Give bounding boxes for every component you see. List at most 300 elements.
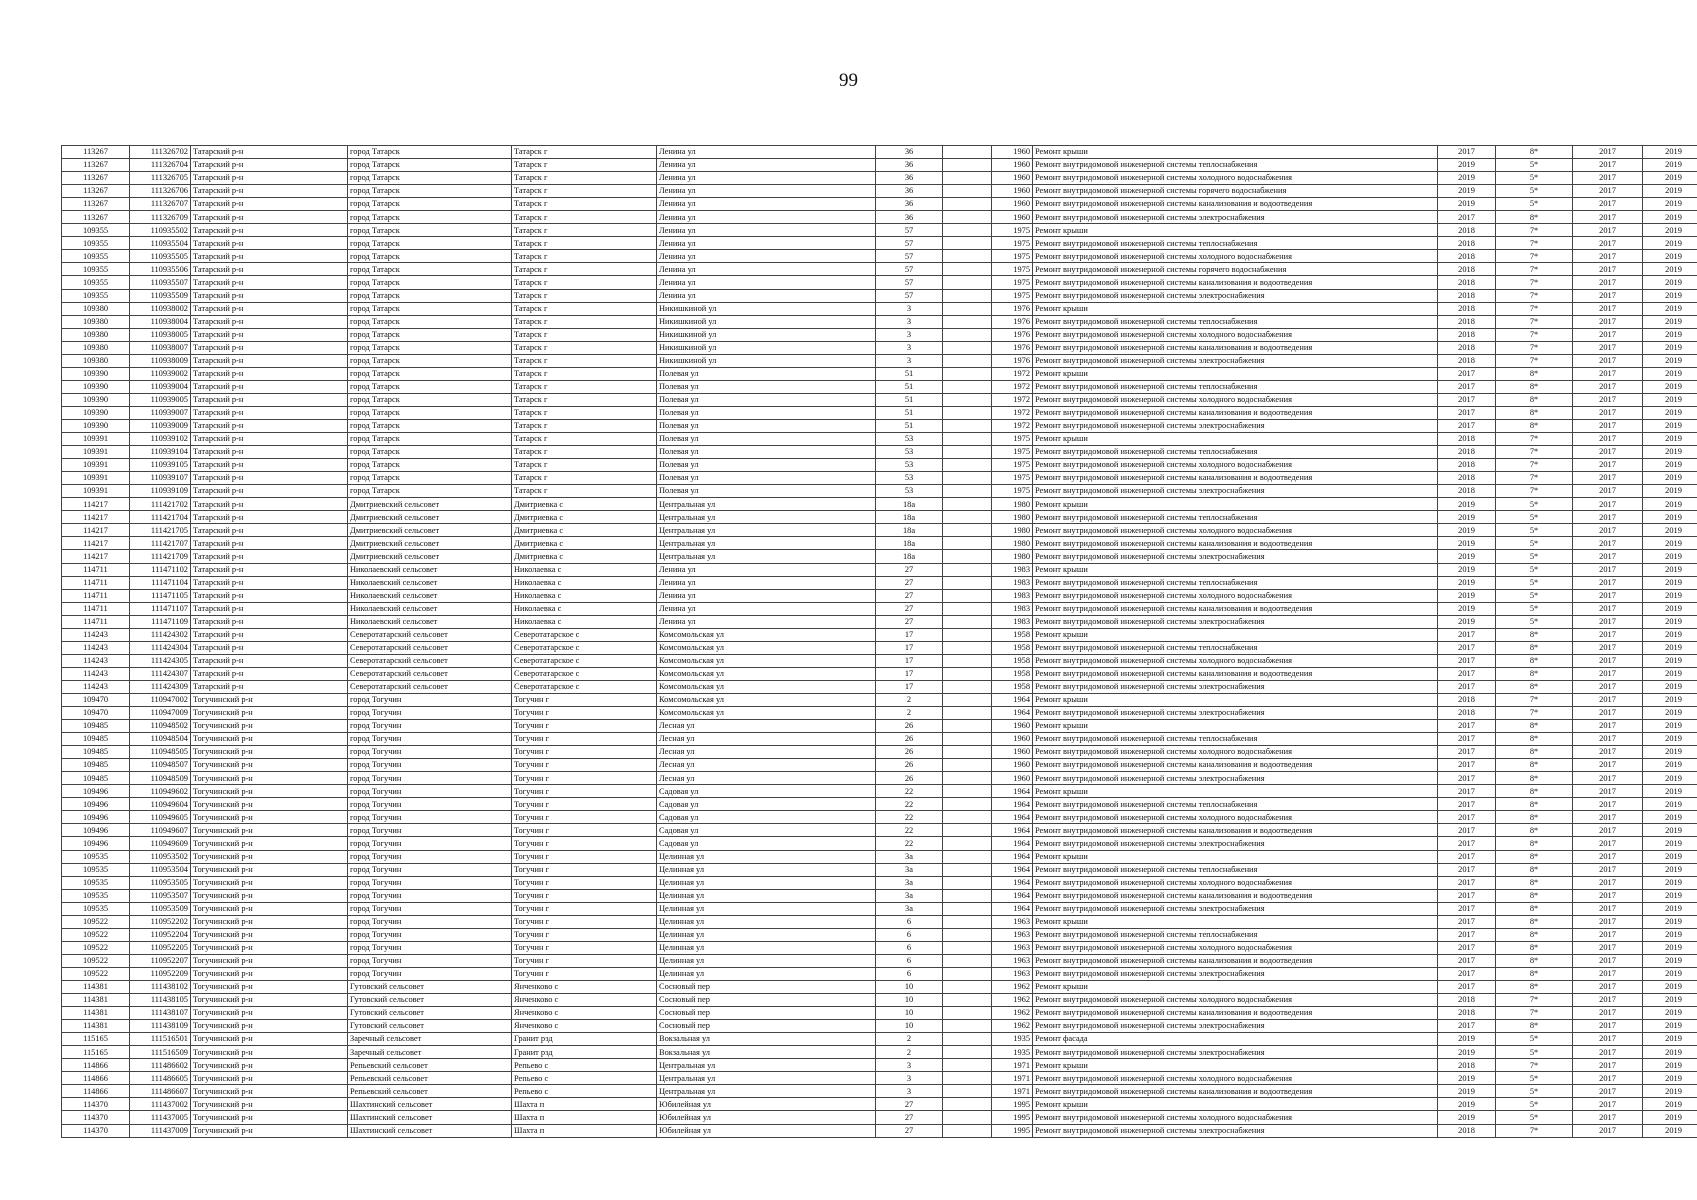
year-built-cell: 1958 bbox=[992, 667, 1033, 680]
work-id-cell: 110935504 bbox=[130, 237, 191, 250]
period-end-cell: 2019 bbox=[1643, 733, 1697, 746]
street-cell: Ленина ул bbox=[657, 615, 876, 628]
plan-year-cell: 2017 bbox=[1438, 628, 1496, 641]
year-built-cell: 1963 bbox=[992, 928, 1033, 941]
work-type-cell: Ремонт крыши bbox=[1033, 302, 1438, 315]
work-type-cell: Ремонт внутридомовой инженерной системы холодного водоснабжения bbox=[1033, 524, 1438, 537]
house-id-cell: 109496 bbox=[62, 811, 130, 824]
priority-cell: 5* bbox=[1496, 615, 1573, 628]
period-start-cell: 2017 bbox=[1573, 393, 1643, 406]
work-id-cell: 110949607 bbox=[130, 824, 191, 837]
municipality-cell: город Татарск bbox=[348, 211, 512, 224]
district-cell: Татарский р-н bbox=[191, 511, 348, 524]
house-number-cell: 3а bbox=[876, 863, 943, 876]
table-row bbox=[62, 263, 1697, 276]
house-id-cell: 109485 bbox=[62, 772, 130, 785]
period-start-cell: 2017 bbox=[1573, 315, 1643, 328]
plan-year-cell: 2017 bbox=[1438, 928, 1496, 941]
period-end-cell: 2019 bbox=[1643, 302, 1697, 315]
municipality-cell: город Татарск bbox=[348, 289, 512, 302]
repair-schedule-table bbox=[61, 145, 1697, 1138]
period-start-cell: 2017 bbox=[1573, 1033, 1643, 1046]
period-end-cell: 2019 bbox=[1643, 485, 1697, 498]
house-id-cell: 109522 bbox=[62, 967, 130, 980]
year-built-cell: 1962 bbox=[992, 1007, 1033, 1020]
municipality-cell: город Татарск bbox=[348, 315, 512, 328]
street-cell: Полевая ул bbox=[657, 380, 876, 393]
municipality-cell: город Тогучин bbox=[348, 863, 512, 876]
house-id-cell: 109380 bbox=[62, 315, 130, 328]
settlement-cell: Северотатарское с bbox=[512, 641, 657, 654]
period-end-cell: 2019 bbox=[1643, 224, 1697, 237]
priority-cell: 7* bbox=[1496, 485, 1573, 498]
settlement-cell: Тогучин г bbox=[512, 759, 657, 772]
settlement-cell: Тогучин г bbox=[512, 850, 657, 863]
municipality-cell: город Татарск bbox=[348, 380, 512, 393]
priority-cell: 8* bbox=[1496, 941, 1573, 954]
work-id-cell: 111424304 bbox=[130, 641, 191, 654]
work-type-cell: Ремонт фасада bbox=[1033, 1033, 1438, 1046]
work-id-cell: 111424302 bbox=[130, 628, 191, 641]
plan-year-cell: 2019 bbox=[1438, 576, 1496, 589]
street-cell: Центральная ул bbox=[657, 498, 876, 511]
period-end-cell: 2019 bbox=[1643, 654, 1697, 667]
house-id-cell: 109391 bbox=[62, 433, 130, 446]
year-built-cell: 1964 bbox=[992, 811, 1033, 824]
settlement-cell: Тогучин г bbox=[512, 707, 657, 720]
period-end-cell: 2019 bbox=[1643, 707, 1697, 720]
period-end-cell: 2019 bbox=[1643, 446, 1697, 459]
district-cell: Тогучинский р-н bbox=[191, 785, 348, 798]
priority-cell: 8* bbox=[1496, 759, 1573, 772]
building-cell bbox=[943, 1072, 992, 1085]
plan-year-cell: 2017 bbox=[1438, 876, 1496, 889]
priority-cell: 8* bbox=[1496, 367, 1573, 380]
plan-year-cell: 2019 bbox=[1438, 537, 1496, 550]
municipality-cell: город Татарск bbox=[348, 159, 512, 172]
district-cell: Тогучинский р-н bbox=[191, 954, 348, 967]
year-built-cell: 1964 bbox=[992, 707, 1033, 720]
period-end-cell: 2019 bbox=[1643, 237, 1697, 250]
district-cell: Тогучинский р-н bbox=[191, 1098, 348, 1111]
district-cell: Татарский р-н bbox=[191, 250, 348, 263]
table-row bbox=[62, 720, 1697, 733]
house-id-cell: 109535 bbox=[62, 863, 130, 876]
plan-year-cell: 2019 bbox=[1438, 172, 1496, 185]
house-number-cell: 2 bbox=[876, 1046, 943, 1059]
priority-cell: 8* bbox=[1496, 667, 1573, 680]
district-cell: Татарский р-н bbox=[191, 446, 348, 459]
municipality-cell: город Тогучин bbox=[348, 707, 512, 720]
year-built-cell: 1995 bbox=[992, 1111, 1033, 1124]
house-id-cell: 113267 bbox=[62, 146, 130, 159]
work-id-cell: 111438107 bbox=[130, 1007, 191, 1020]
street-cell: Целинная ул bbox=[657, 876, 876, 889]
settlement-cell: Татарск г bbox=[512, 237, 657, 250]
house-id-cell: 109390 bbox=[62, 367, 130, 380]
table-row bbox=[62, 367, 1697, 380]
table-row bbox=[62, 146, 1697, 159]
year-built-cell: 1958 bbox=[992, 641, 1033, 654]
priority-cell: 7* bbox=[1496, 472, 1573, 485]
priority-cell: 7* bbox=[1496, 693, 1573, 706]
district-cell: Тогучинский р-н bbox=[191, 811, 348, 824]
plan-year-cell: 2018 bbox=[1438, 354, 1496, 367]
table-row bbox=[62, 1098, 1697, 1111]
period-end-cell: 2019 bbox=[1643, 563, 1697, 576]
period-start-cell: 2017 bbox=[1573, 537, 1643, 550]
settlement-cell: Татарск г bbox=[512, 459, 657, 472]
work-type-cell: Ремонт внутридомовой инженерной системы канализования и водоотведения bbox=[1033, 824, 1438, 837]
table-row bbox=[62, 563, 1697, 576]
settlement-cell: Репьево с bbox=[512, 1085, 657, 1098]
settlement-cell: Татарск г bbox=[512, 315, 657, 328]
period-start-cell: 2017 bbox=[1573, 328, 1643, 341]
period-end-cell: 2019 bbox=[1643, 889, 1697, 902]
settlement-cell: Татарск г bbox=[512, 224, 657, 237]
priority-cell: 5* bbox=[1496, 537, 1573, 550]
municipality-cell: Заречный сельсовет bbox=[348, 1033, 512, 1046]
street-cell: Никишкиной ул bbox=[657, 328, 876, 341]
table-row bbox=[62, 1072, 1697, 1085]
priority-cell: 8* bbox=[1496, 1020, 1573, 1033]
street-cell: Центральная ул bbox=[657, 524, 876, 537]
table-row bbox=[62, 615, 1697, 628]
house-id-cell: 113267 bbox=[62, 159, 130, 172]
house-id-cell: 114243 bbox=[62, 628, 130, 641]
work-id-cell: 111437005 bbox=[130, 1111, 191, 1124]
period-start-cell: 2017 bbox=[1573, 850, 1643, 863]
work-type-cell: Ремонт внутридомовой инженерной системы канализования и водоотведения bbox=[1033, 889, 1438, 902]
work-id-cell: 111326707 bbox=[130, 198, 191, 211]
house-number-cell: 10 bbox=[876, 1007, 943, 1020]
work-type-cell: Ремонт внутридомовой инженерной системы канализования и водоотведения bbox=[1033, 406, 1438, 419]
settlement-cell: Татарск г bbox=[512, 328, 657, 341]
table-row bbox=[62, 328, 1697, 341]
priority-cell: 7* bbox=[1496, 263, 1573, 276]
year-built-cell: 1964 bbox=[992, 876, 1033, 889]
priority-cell: 7* bbox=[1496, 446, 1573, 459]
table-row bbox=[62, 1085, 1697, 1098]
work-id-cell: 111421709 bbox=[130, 550, 191, 563]
settlement-cell: Тогучин г bbox=[512, 824, 657, 837]
house-id-cell: 109496 bbox=[62, 824, 130, 837]
plan-year-cell: 2018 bbox=[1438, 263, 1496, 276]
street-cell: Ленина ул bbox=[657, 589, 876, 602]
building-cell bbox=[943, 459, 992, 472]
house-number-cell: 51 bbox=[876, 367, 943, 380]
district-cell: Тогучинский р-н bbox=[191, 1059, 348, 1072]
period-start-cell: 2017 bbox=[1573, 1111, 1643, 1124]
period-end-cell: 2019 bbox=[1643, 798, 1697, 811]
work-id-cell: 111486602 bbox=[130, 1059, 191, 1072]
period-end-cell: 2019 bbox=[1643, 680, 1697, 693]
plan-year-cell: 2017 bbox=[1438, 941, 1496, 954]
year-built-cell: 1976 bbox=[992, 315, 1033, 328]
work-id-cell: 110952209 bbox=[130, 967, 191, 980]
plan-year-cell: 2017 bbox=[1438, 798, 1496, 811]
settlement-cell: Татарск г bbox=[512, 198, 657, 211]
municipality-cell: город Татарск bbox=[348, 459, 512, 472]
priority-cell: 7* bbox=[1496, 1007, 1573, 1020]
table-row bbox=[62, 941, 1697, 954]
period-end-cell: 2019 bbox=[1643, 472, 1697, 485]
plan-year-cell: 2018 bbox=[1438, 1007, 1496, 1020]
period-start-cell: 2017 bbox=[1573, 576, 1643, 589]
building-cell bbox=[943, 524, 992, 537]
district-cell: Тогучинский р-н bbox=[191, 981, 348, 994]
year-built-cell: 1975 bbox=[992, 485, 1033, 498]
work-id-cell: 111471104 bbox=[130, 576, 191, 589]
year-built-cell: 1976 bbox=[992, 302, 1033, 315]
year-built-cell: 1972 bbox=[992, 380, 1033, 393]
period-end-cell: 2019 bbox=[1643, 746, 1697, 759]
plan-year-cell: 2018 bbox=[1438, 315, 1496, 328]
work-type-cell: Ремонт внутридомовой инженерной системы холодного водоснабжения bbox=[1033, 941, 1438, 954]
work-type-cell: Ремонт внутридомовой инженерной системы электроснабжения bbox=[1033, 902, 1438, 915]
year-built-cell: 1980 bbox=[992, 511, 1033, 524]
house-id-cell: 109355 bbox=[62, 237, 130, 250]
house-id-cell: 113267 bbox=[62, 211, 130, 224]
year-built-cell: 1972 bbox=[992, 393, 1033, 406]
house-id-cell: 109535 bbox=[62, 876, 130, 889]
house-number-cell: 18а bbox=[876, 524, 943, 537]
street-cell: Ленина ул bbox=[657, 211, 876, 224]
period-end-cell: 2019 bbox=[1643, 524, 1697, 537]
work-id-cell: 110949605 bbox=[130, 811, 191, 824]
plan-year-cell: 2018 bbox=[1438, 250, 1496, 263]
house-number-cell: 18а bbox=[876, 550, 943, 563]
street-cell: Полевая ул bbox=[657, 393, 876, 406]
settlement-cell: Татарск г bbox=[512, 263, 657, 276]
plan-year-cell: 2018 bbox=[1438, 472, 1496, 485]
street-cell: Ленина ул bbox=[657, 250, 876, 263]
priority-cell: 5* bbox=[1496, 576, 1573, 589]
building-cell bbox=[943, 328, 992, 341]
house-id-cell: 114711 bbox=[62, 615, 130, 628]
period-start-cell: 2017 bbox=[1573, 1124, 1643, 1137]
settlement-cell: Тогучин г bbox=[512, 915, 657, 928]
work-type-cell: Ремонт внутридомовой инженерной системы теплоснабжения bbox=[1033, 798, 1438, 811]
house-number-cell: 3а bbox=[876, 850, 943, 863]
municipality-cell: Николаевский сельсовет bbox=[348, 576, 512, 589]
house-number-cell: 36 bbox=[876, 198, 943, 211]
house-number-cell: 27 bbox=[876, 1098, 943, 1111]
plan-year-cell: 2019 bbox=[1438, 1098, 1496, 1111]
work-id-cell: 111421707 bbox=[130, 537, 191, 550]
period-end-cell: 2019 bbox=[1643, 954, 1697, 967]
municipality-cell: Дмитриевский сельсовет bbox=[348, 537, 512, 550]
street-cell: Ленина ул bbox=[657, 185, 876, 198]
municipality-cell: город Татарск bbox=[348, 433, 512, 446]
building-cell bbox=[943, 1007, 992, 1020]
building-cell bbox=[943, 954, 992, 967]
street-cell: Лесная ул bbox=[657, 746, 876, 759]
house-id-cell: 114243 bbox=[62, 641, 130, 654]
street-cell: Комсомольская ул bbox=[657, 628, 876, 641]
priority-cell: 5* bbox=[1496, 185, 1573, 198]
house-id-cell: 109522 bbox=[62, 915, 130, 928]
house-number-cell: 22 bbox=[876, 837, 943, 850]
year-built-cell: 1980 bbox=[992, 550, 1033, 563]
year-built-cell: 1964 bbox=[992, 693, 1033, 706]
period-start-cell: 2017 bbox=[1573, 1072, 1643, 1085]
table-row bbox=[62, 928, 1697, 941]
priority-cell: 5* bbox=[1496, 498, 1573, 511]
period-end-cell: 2019 bbox=[1643, 902, 1697, 915]
settlement-cell: Тогучин г bbox=[512, 967, 657, 980]
period-end-cell: 2019 bbox=[1643, 406, 1697, 419]
year-built-cell: 1995 bbox=[992, 1098, 1033, 1111]
municipality-cell: город Тогучин bbox=[348, 889, 512, 902]
municipality-cell: Николаевский сельсовет bbox=[348, 615, 512, 628]
district-cell: Тогучинский р-н bbox=[191, 902, 348, 915]
table-row bbox=[62, 746, 1697, 759]
plan-year-cell: 2017 bbox=[1438, 680, 1496, 693]
house-id-cell: 114370 bbox=[62, 1111, 130, 1124]
table-row bbox=[62, 889, 1697, 902]
building-cell bbox=[943, 863, 992, 876]
district-cell: Татарский р-н bbox=[191, 367, 348, 380]
municipality-cell: город Тогучин bbox=[348, 954, 512, 967]
district-cell: Татарский р-н bbox=[191, 563, 348, 576]
settlement-cell: Тогучин г bbox=[512, 798, 657, 811]
municipality-cell: Гутовский сельсовет bbox=[348, 994, 512, 1007]
house-number-cell: 3а bbox=[876, 876, 943, 889]
year-built-cell: 1975 bbox=[992, 276, 1033, 289]
settlement-cell: Татарск г bbox=[512, 289, 657, 302]
street-cell: Полевая ул bbox=[657, 446, 876, 459]
street-cell: Лесная ул bbox=[657, 772, 876, 785]
street-cell: Лесная ул bbox=[657, 720, 876, 733]
work-type-cell: Ремонт внутридомовой инженерной системы канализования и водоотведения bbox=[1033, 198, 1438, 211]
street-cell: Центральная ул bbox=[657, 1072, 876, 1085]
work-type-cell: Ремонт крыши bbox=[1033, 628, 1438, 641]
year-built-cell: 1975 bbox=[992, 459, 1033, 472]
municipality-cell: Гутовский сельсовет bbox=[348, 981, 512, 994]
settlement-cell: Тогучин г bbox=[512, 733, 657, 746]
district-cell: Тогучинский р-н bbox=[191, 746, 348, 759]
page-number: 99 bbox=[839, 70, 858, 91]
work-type-cell: Ремонт внутридомовой инженерной системы электроснабжения bbox=[1033, 211, 1438, 224]
district-cell: Тогучинский р-н bbox=[191, 1072, 348, 1085]
year-built-cell: 1964 bbox=[992, 798, 1033, 811]
house-number-cell: 57 bbox=[876, 224, 943, 237]
work-type-cell: Ремонт внутридомовой инженерной системы холодного водоснабжения bbox=[1033, 589, 1438, 602]
work-type-cell: Ремонт внутридомовой инженерной системы холодного водоснабжения bbox=[1033, 1072, 1438, 1085]
house-id-cell: 109496 bbox=[62, 785, 130, 798]
street-cell: Полевая ул bbox=[657, 433, 876, 446]
work-type-cell: Ремонт внутридомовой инженерной системы канализования и водоотведения bbox=[1033, 954, 1438, 967]
settlement-cell: Татарск г bbox=[512, 276, 657, 289]
plan-year-cell: 2017 bbox=[1438, 915, 1496, 928]
municipality-cell: город Тогучин bbox=[348, 772, 512, 785]
municipality-cell: город Тогучин bbox=[348, 733, 512, 746]
settlement-cell: Тогучин г bbox=[512, 772, 657, 785]
work-type-cell: Ремонт внутридомовой инженерной системы теплоснабжения bbox=[1033, 863, 1438, 876]
year-built-cell: 1960 bbox=[992, 146, 1033, 159]
period-end-cell: 2019 bbox=[1643, 1020, 1697, 1033]
priority-cell: 8* bbox=[1496, 720, 1573, 733]
municipality-cell: город Тогучин bbox=[348, 850, 512, 863]
municipality-cell: город Татарск bbox=[348, 472, 512, 485]
year-built-cell: 1975 bbox=[992, 250, 1033, 263]
year-built-cell: 1975 bbox=[992, 237, 1033, 250]
priority-cell: 7* bbox=[1496, 237, 1573, 250]
building-cell bbox=[943, 928, 992, 941]
street-cell: Ленина ул bbox=[657, 159, 876, 172]
year-built-cell: 1960 bbox=[992, 772, 1033, 785]
house-number-cell: 10 bbox=[876, 981, 943, 994]
street-cell: Никишкиной ул bbox=[657, 302, 876, 315]
period-start-cell: 2017 bbox=[1573, 693, 1643, 706]
street-cell: Ленина ул bbox=[657, 224, 876, 237]
period-end-cell: 2019 bbox=[1643, 354, 1697, 367]
plan-year-cell: 2018 bbox=[1438, 341, 1496, 354]
period-end-cell: 2019 bbox=[1643, 772, 1697, 785]
settlement-cell: Татарск г bbox=[512, 146, 657, 159]
district-cell: Тогучинский р-н bbox=[191, 772, 348, 785]
house-id-cell: 114866 bbox=[62, 1059, 130, 1072]
settlement-cell: Тогучин г bbox=[512, 902, 657, 915]
house-number-cell: 27 bbox=[876, 615, 943, 628]
house-id-cell: 114243 bbox=[62, 667, 130, 680]
settlement-cell: Татарск г bbox=[512, 211, 657, 224]
municipality-cell: город Татарск bbox=[348, 172, 512, 185]
period-end-cell: 2019 bbox=[1643, 615, 1697, 628]
year-built-cell: 1975 bbox=[992, 433, 1033, 446]
work-id-cell: 110948504 bbox=[130, 733, 191, 746]
settlement-cell: Татарск г bbox=[512, 367, 657, 380]
work-type-cell: Ремонт внутридомовой инженерной системы холодного водоснабжения bbox=[1033, 811, 1438, 824]
building-cell bbox=[943, 159, 992, 172]
year-built-cell: 1972 bbox=[992, 406, 1033, 419]
street-cell: Ленина ул bbox=[657, 146, 876, 159]
street-cell: Целинная ул bbox=[657, 928, 876, 941]
work-id-cell: 110947009 bbox=[130, 707, 191, 720]
street-cell: Ленина ул bbox=[657, 602, 876, 615]
district-cell: Тогучинский р-н bbox=[191, 1033, 348, 1046]
building-cell bbox=[943, 915, 992, 928]
street-cell: Садовая ул bbox=[657, 798, 876, 811]
building-cell bbox=[943, 785, 992, 798]
year-built-cell: 1960 bbox=[992, 759, 1033, 772]
building-cell bbox=[943, 237, 992, 250]
house-id-cell: 114370 bbox=[62, 1098, 130, 1111]
municipality-cell: Северотатарский сельсовет bbox=[348, 654, 512, 667]
period-end-cell: 2019 bbox=[1643, 837, 1697, 850]
plan-year-cell: 2017 bbox=[1438, 824, 1496, 837]
period-start-cell: 2017 bbox=[1573, 589, 1643, 602]
period-end-cell: 2019 bbox=[1643, 785, 1697, 798]
priority-cell: 8* bbox=[1496, 889, 1573, 902]
building-cell bbox=[943, 1098, 992, 1111]
house-id-cell: 109522 bbox=[62, 941, 130, 954]
period-start-cell: 2017 bbox=[1573, 485, 1643, 498]
district-cell: Татарский р-н bbox=[191, 419, 348, 432]
year-built-cell: 1958 bbox=[992, 628, 1033, 641]
street-cell: Лесная ул bbox=[657, 759, 876, 772]
municipality-cell: Шахтинский сельсовет bbox=[348, 1124, 512, 1137]
municipality-cell: город Татарск bbox=[348, 198, 512, 211]
street-cell: Сосновый пер bbox=[657, 1020, 876, 1033]
house-number-cell: 57 bbox=[876, 250, 943, 263]
year-built-cell: 1963 bbox=[992, 954, 1033, 967]
house-id-cell: 109391 bbox=[62, 472, 130, 485]
settlement-cell: Татарск г bbox=[512, 485, 657, 498]
district-cell: Татарский р-н bbox=[191, 433, 348, 446]
work-type-cell: Ремонт внутридомовой инженерной системы электроснабжения bbox=[1033, 550, 1438, 563]
